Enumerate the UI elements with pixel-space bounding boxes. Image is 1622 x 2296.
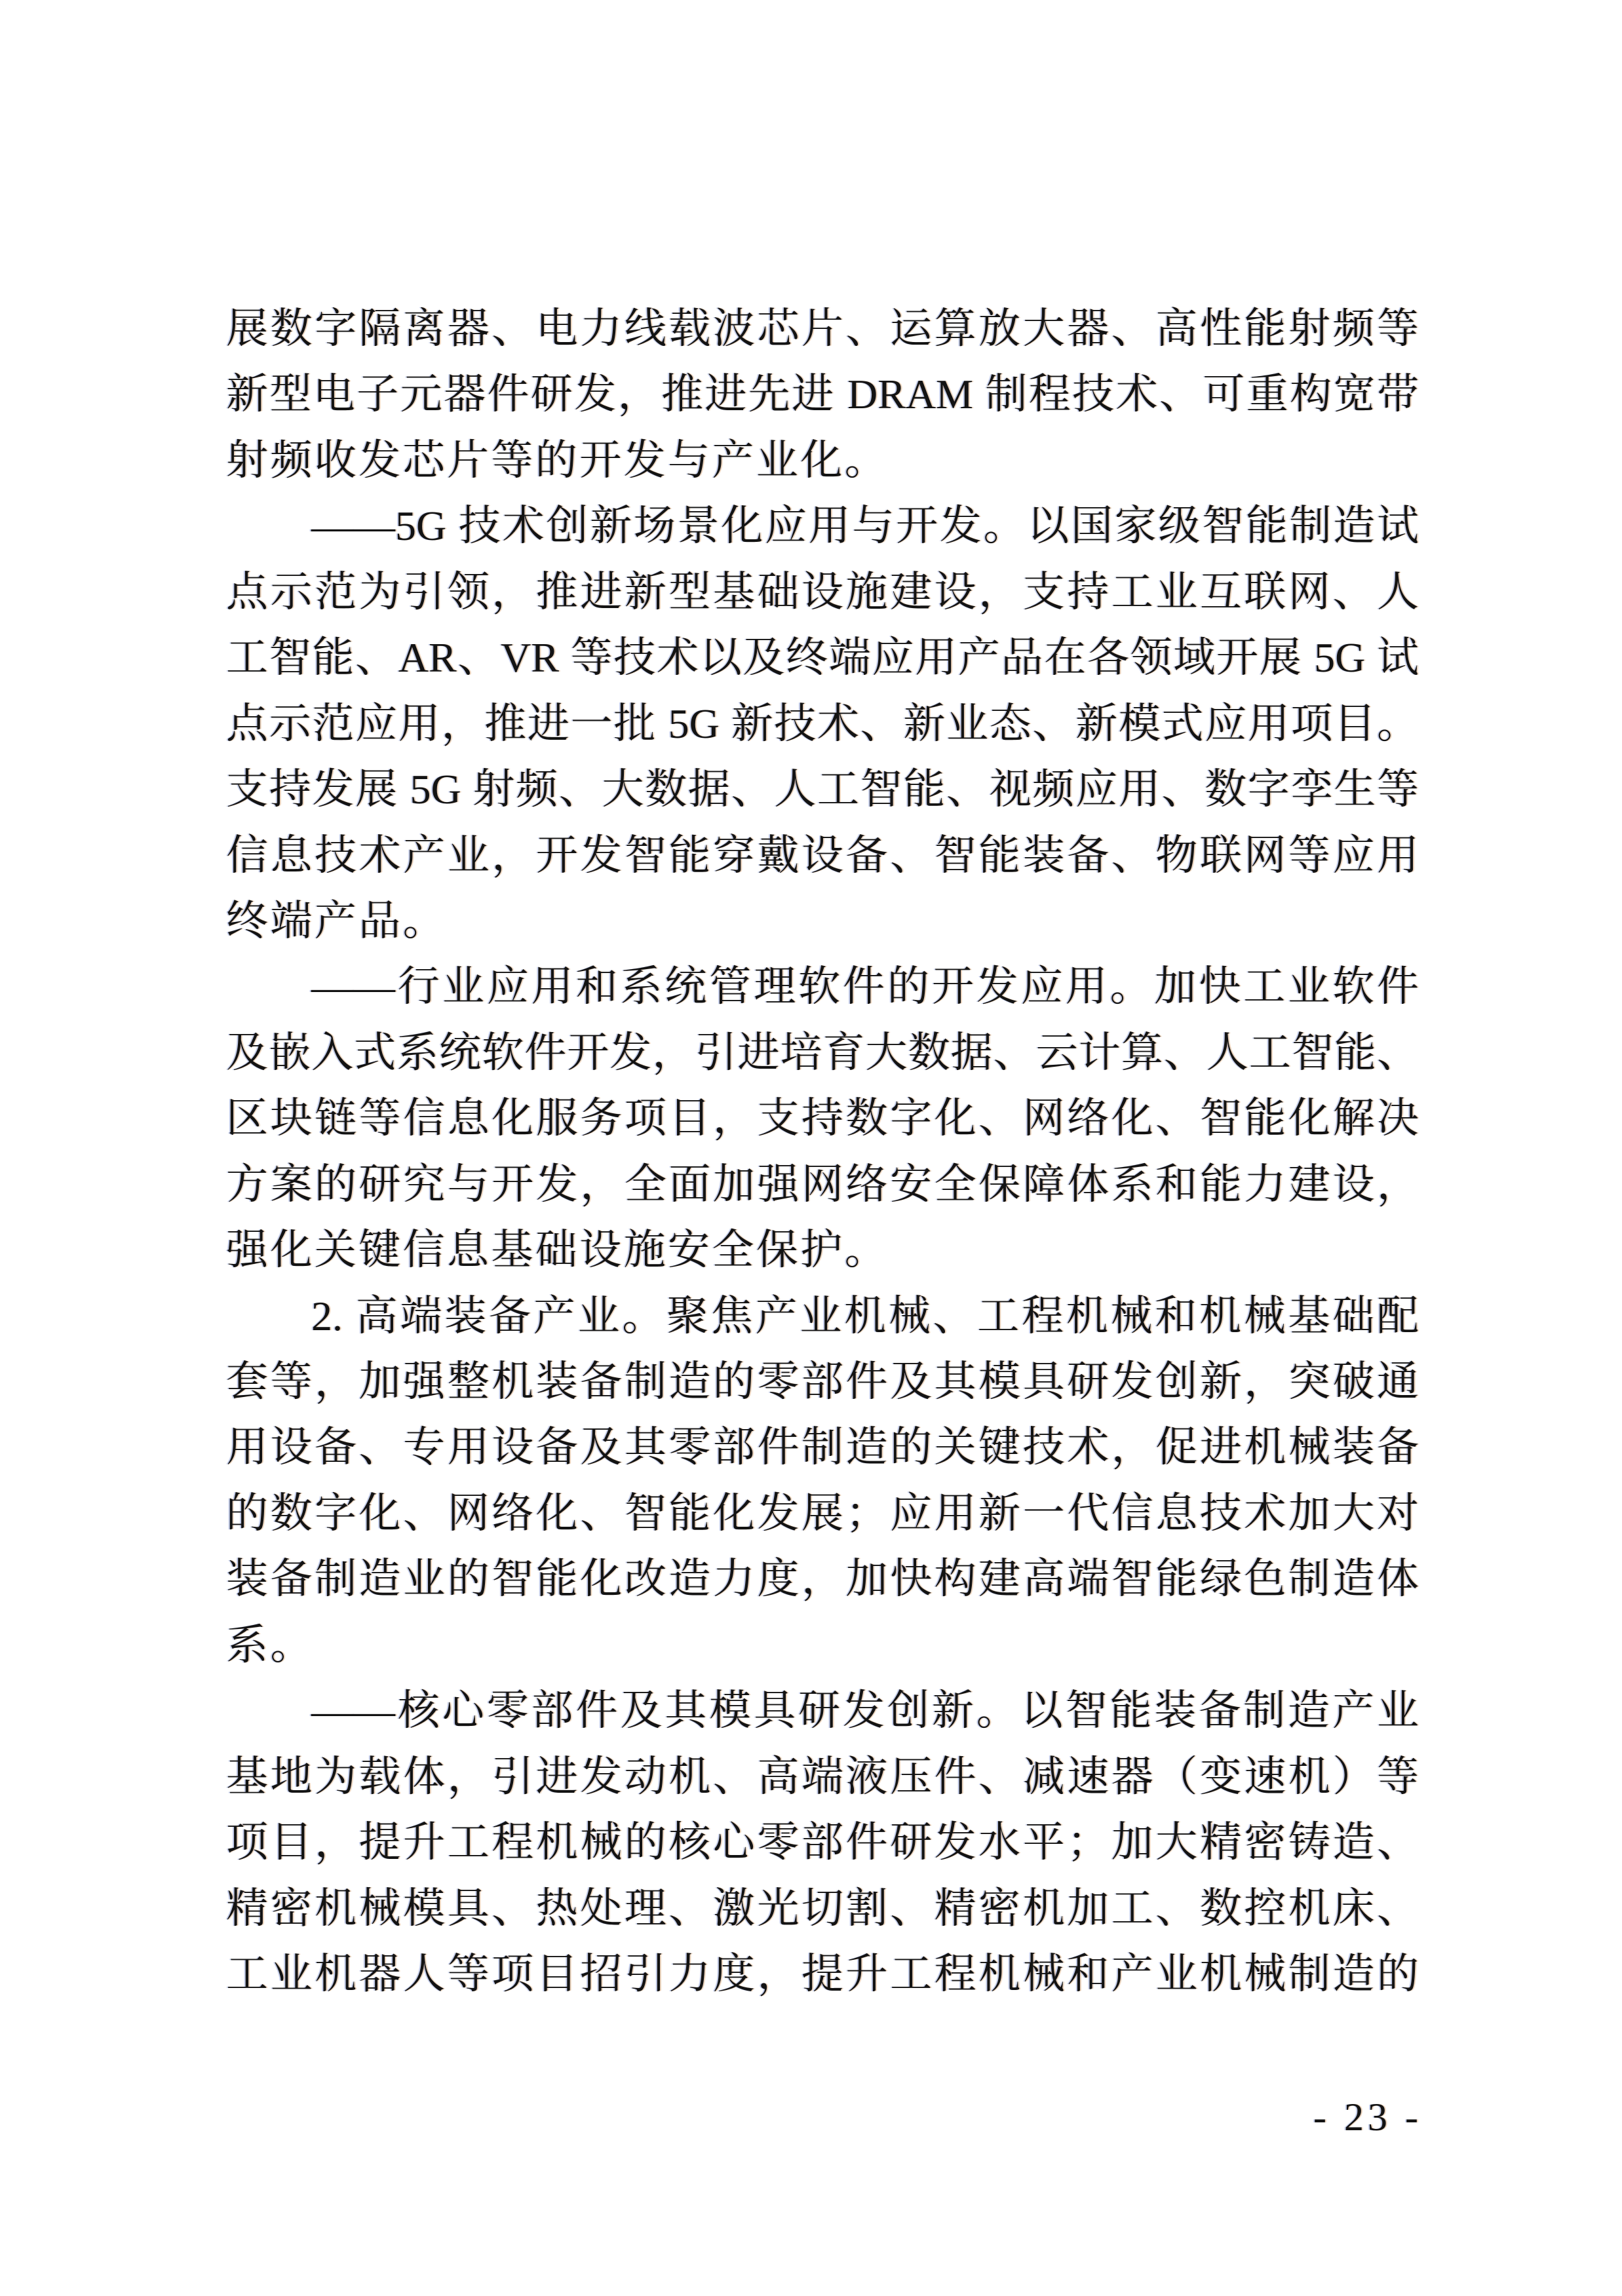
text-line: 2. 高端装备产业。聚焦产业机械、工程机械和机械基础配 (311, 1292, 1419, 1339)
text-line: 区块链等信息化服务项目，支持数字化、网络化、智能化解决 (226, 1095, 1419, 1142)
text-line: 及嵌入式系统软件开发，引进培育大数据、云计算、人工智能、 (226, 1029, 1419, 1076)
text-block (226, 296, 1419, 2007)
text-line: 基地为载体，引进发动机、高端液压件、减速器（变速机）等 (226, 1753, 1419, 1800)
text-line: 信息技术产业，开发智能穿戴设备、智能装备、物联网等应用 (226, 832, 1419, 879)
text-line: 套等，加强整机装备制造的零部件及其模具研发创新，突破通 (226, 1358, 1419, 1405)
text-line: 点示范为引领，推进新型基础设施建设，支持工业互联网、人 (226, 568, 1419, 615)
text-line: ——5G 技术创新场景化应用与开发。以国家级智能制造试 (311, 503, 1419, 550)
text-line: 项目，提升工程机械的核心零部件研发水平；加大精密铸造、 (226, 1819, 1419, 1866)
text-line: 射频收发芯片等的开发与产业化。 (226, 436, 889, 484)
text-line: 点示范应用，推进一批 5G 新技术、新业态、新模式应用项目。 (226, 700, 1419, 747)
page-number: - 23 - (1313, 2095, 1422, 2139)
text-line: 工智能、AR、VR 等技术以及终端应用产品在各领域开展 5G 试 (226, 634, 1419, 681)
text-line: 方案的研究与开发，全面加强网络安全保障体系和能力建设， (226, 1160, 1419, 1208)
text-line: 强化关键信息基础设施安全保护。 (226, 1227, 889, 1274)
text-line: 新型电子元器件研发，推进先进 DRAM 制程技术、可重构宽带 (226, 371, 1419, 418)
text-line: 展数字隔离器、电力线载波芯片、运算放大器、高性能射频等 (226, 305, 1419, 352)
text-line: 工业机器人等项目招引力度，提升工程机械和产业机械制造的 (226, 1950, 1419, 1997)
text-line: 精密机械模具、热处理、激光切割、精密机加工、数控机床、 (226, 1885, 1419, 1932)
text-line: 用设备、专用设备及其零部件制造的关键技术，促进机械装备 (226, 1424, 1419, 1471)
text-line: 装备制造业的智能化改造力度，加快构建高端智能绿色制造体 (226, 1556, 1419, 1603)
text-line: 的数字化、网络化、智能化发展；应用新一代信息技术加大对 (226, 1489, 1419, 1537)
text-line: 终端产品。 (226, 897, 447, 944)
text-line: 系。 (226, 1621, 315, 1668)
text-line: ——行业应用和系统管理软件的开发应用。加快工业软件 (311, 963, 1419, 1010)
text-line: ——核心零部件及其模具研发创新。以智能装备制造产业 (311, 1687, 1419, 1734)
text-line: 支持发展 5G 射频、大数据、人工智能、视频应用、数字孪生等 (226, 766, 1419, 813)
